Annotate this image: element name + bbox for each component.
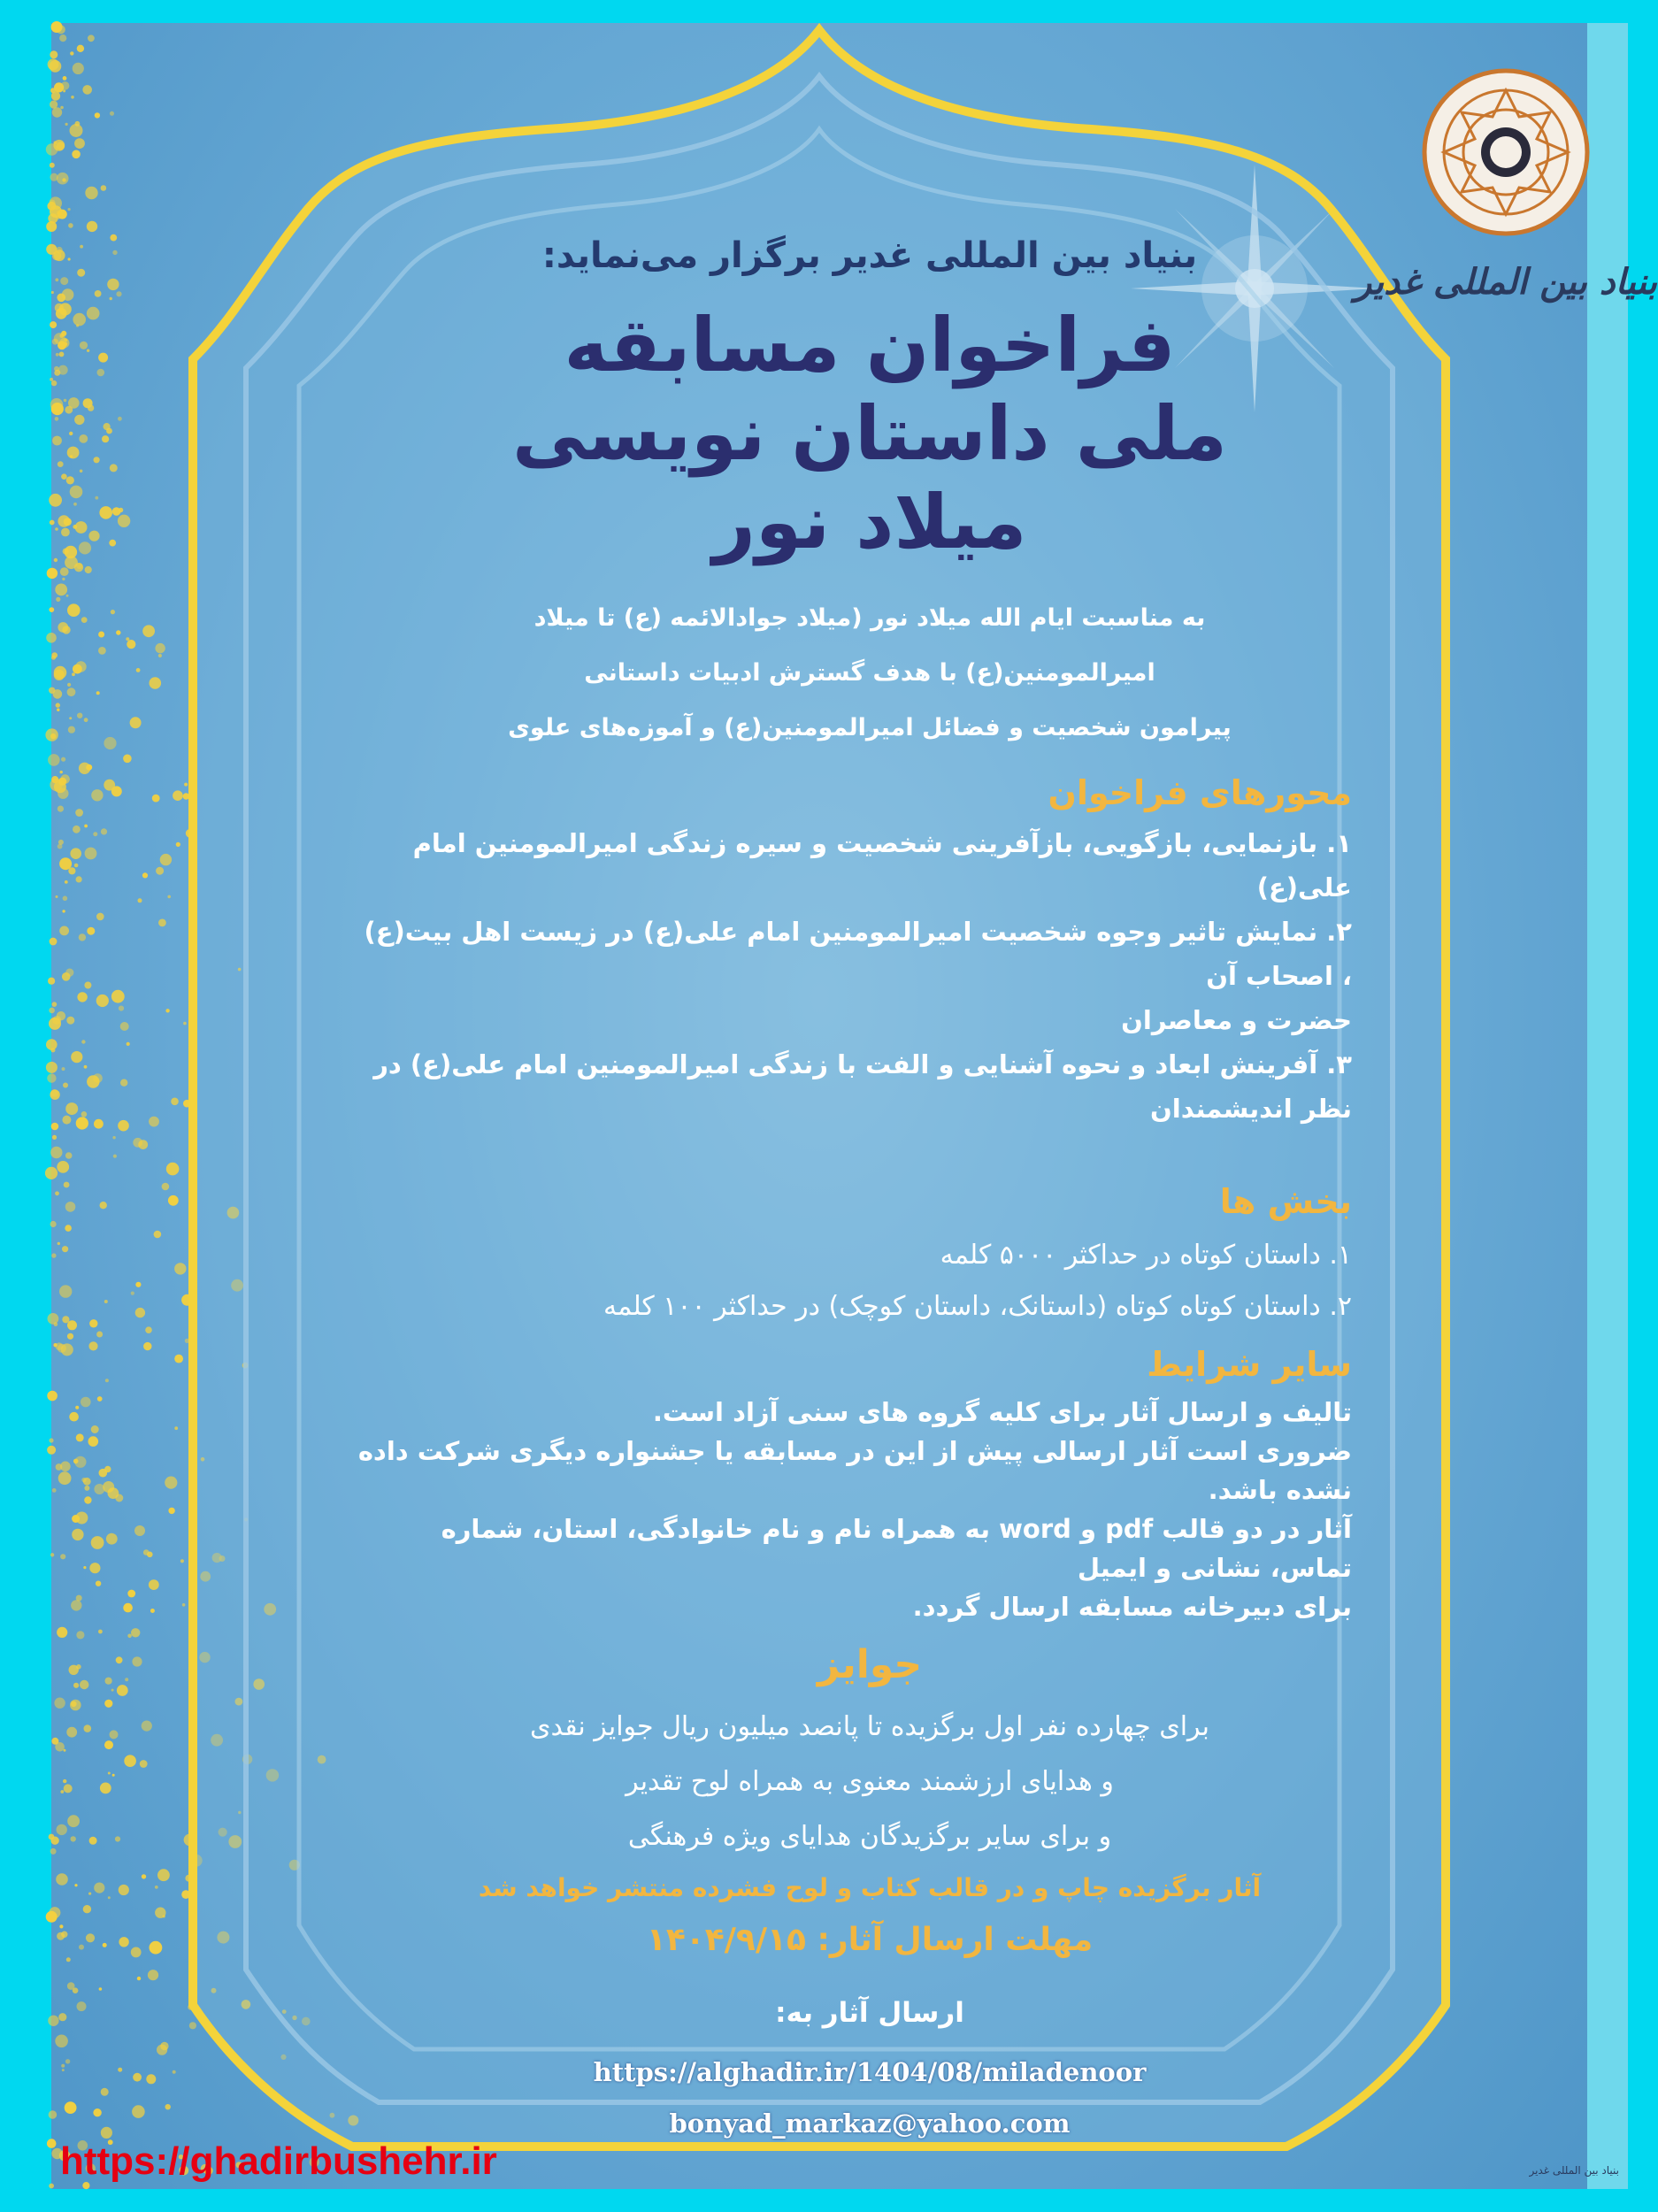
intro-line-1: به مناسبت ایام الله میلاد نور (میلاد جوادالائمه (ع) تا میلاد xyxy=(533,604,1206,632)
axes-item-continuation: حضرت و معاصران xyxy=(1121,1005,1352,1035)
prize-line: برای چهارده نفر اول برگزیده تا پانصد میلیون ریال جوایز نقدی xyxy=(530,1711,1209,1742)
condition-line: آثار در دو قالب pdf و word به همراه نام و نام خانوادگی، استان، شماره تماس، نشانی و ایمیل xyxy=(441,1514,1352,1583)
title-line-3: میلاد نور xyxy=(712,479,1027,565)
title-line-1: فراخوان مسابقه xyxy=(564,302,1176,388)
axes-heading: محورهای فراخوان xyxy=(1048,773,1352,812)
submit-label: ارسال آثار به: xyxy=(775,1997,964,2029)
condition-line: ضروری است آثار ارسالی پیش از این در مسابقه یا جشنواره دیگری شرکت داده نشده باشد. xyxy=(357,1436,1352,1505)
intro-line-3: پیرامون شخصیت و فضائل امیرالمومنین(ع) و آموزه‌های علوی xyxy=(508,714,1232,741)
prize-line: و برای سایر برگزیدگان هدایای ویژه فرهنگی xyxy=(627,1821,1112,1852)
poster xyxy=(51,23,1658,2189)
axes-item: ۲. نمایش تاثیر وجوه شخصیت امیرالمومنین امام علی(ع) در زیست اهل بیت(ع) ، اصحاب آن xyxy=(364,917,1352,991)
submission-deadline: مهلت ارسال آثار: ۱۴۰۴/۹/۱۵ xyxy=(646,1922,1094,1958)
intro-paragraph xyxy=(352,591,1387,756)
condition-line: تالیف و ارسال آثار برای کلیه گروه های سنی آزاد است. xyxy=(652,1397,1352,1427)
axes-item: ۱. بازنمایی، بازگویی، بازآفرینی شخصیت و سیره زندگی امیرالمومنین امام علی(ع) xyxy=(412,828,1352,902)
sections-item: ۱. داستان کوتاه در حداکثر ۵۰۰۰ کلمه xyxy=(940,1240,1352,1271)
right-border-strip xyxy=(1587,23,1628,2189)
corner-logo-mark: بنیاد بین المللی غدیر xyxy=(1529,2164,1619,2177)
publication-note: آثار برگزیده چاپ و در قالب کتاب و لوح فشرده منتشر خواهد شد xyxy=(478,1873,1262,1902)
submit-email-link[interactable]: bonyad_markaz@yahoo.com xyxy=(669,2108,1071,2139)
conditions-heading: سایر شرایط xyxy=(1147,1345,1352,1384)
logo-text: بنیاد بین المللی غدیر xyxy=(1354,262,1658,303)
sections-item: ۲. داستان کوتاه کوتاه (داستانک، داستان کوچک) در حداکثر ۱۰۰ کلمه xyxy=(603,1291,1352,1322)
watermark-site-url[interactable]: https://ghadirbushehr.ir xyxy=(60,2139,497,2183)
sections-heading: بخش ها xyxy=(1219,1182,1352,1221)
title-line-2: ملی داستان نویسی xyxy=(511,390,1227,477)
prize-line: و هدایای ارزشمند معنوی به همراه لوح تقدیر xyxy=(626,1766,1114,1797)
intro-line-2: امیرالمومنین(ع) با هدف گسترش ادبیات داستانی xyxy=(584,659,1155,687)
main-title xyxy=(352,301,1387,566)
condition-line: برای دبیرخانه مسابقه ارسال گردد. xyxy=(912,1592,1352,1622)
submit-url-link[interactable]: https://alghadir.ir/1404/08/miladenoor xyxy=(593,2057,1147,2087)
presenter-line: بنیاد بین المللی غدیر برگزار می‌نماید: xyxy=(541,235,1198,276)
poster-content xyxy=(352,235,1387,2139)
axes-item: ۳. آفرینش ابعاد و نحوه آشنایی و الفت با زندگی امیرالمومنین امام علی(ع) در نظر اندیشمندان xyxy=(373,1049,1352,1124)
prizes-heading: جوایز xyxy=(817,1642,923,1687)
ghadir-foundation-logo xyxy=(1354,64,1658,329)
